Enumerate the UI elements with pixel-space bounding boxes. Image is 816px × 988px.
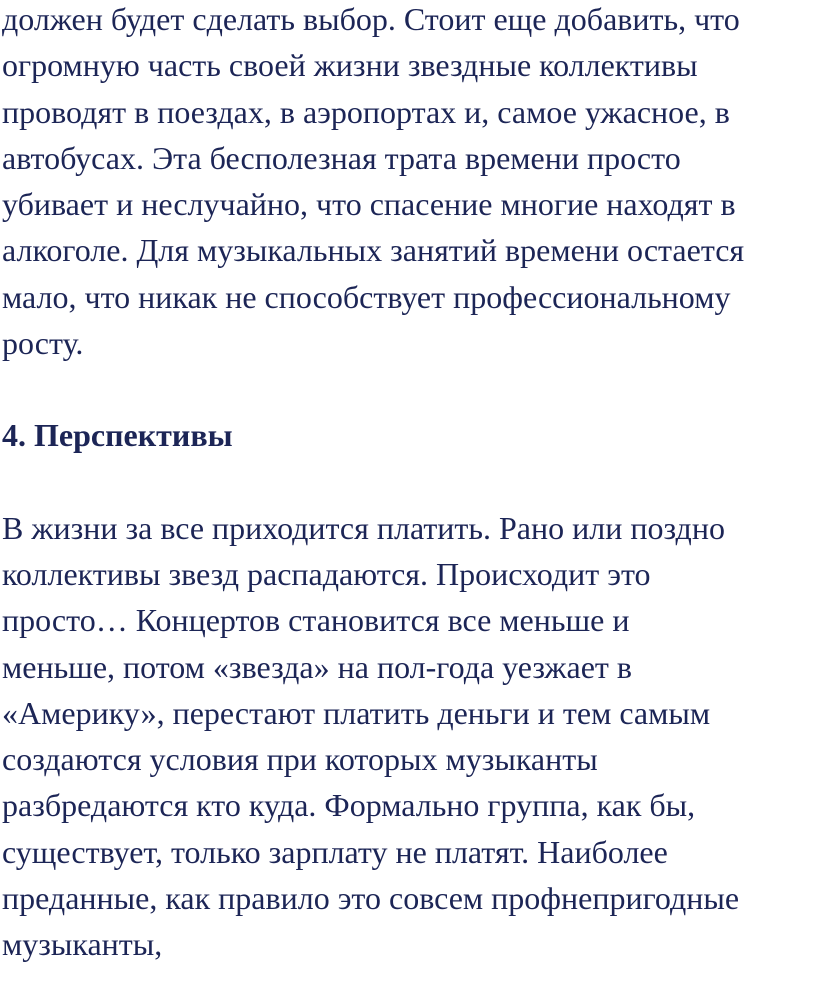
text-line: мало, что никак не способствует профессиональному bbox=[2, 278, 731, 315]
text-line: алкоголе. Для музыкальных занятий времени остается bbox=[2, 232, 745, 269]
text-line: должен будет сделать выбор. Стоит еще добавить, что bbox=[2, 1, 740, 37]
text-line: В жизни за все приходится платить. Рано или поздно bbox=[2, 509, 725, 546]
paragraph-perspectives bbox=[2, 505, 814, 968]
paragraph-previous-section bbox=[2, 0, 814, 366]
text-line: «Америку», перестают платить деньги и тем самым bbox=[2, 694, 711, 731]
text-line: просто… Концертов становится все меньше и bbox=[2, 602, 630, 639]
section-heading: 4. Перспективы bbox=[2, 417, 233, 454]
text-line: разбредаются кто куда. Формально группа, как бы, bbox=[2, 787, 696, 824]
text-line: огромную часть своей жизни звездные коллективы bbox=[2, 47, 698, 84]
text-line: создаются условия при которых музыканты bbox=[2, 741, 598, 778]
text-line: проводят в поездах, в аэропортах и, самое ужасное, в bbox=[2, 93, 730, 130]
text-line: музыканты, bbox=[2, 926, 163, 963]
text-line: меньше, потом «звезда» на пол-года уезжает в bbox=[2, 648, 633, 685]
text-line: преданные, как правило это совсем профнепригодные bbox=[2, 880, 740, 917]
text-line: убивает и неслучайно, что спасение многие находят в bbox=[2, 186, 736, 223]
text-line: существует, только зарплату не платят. Наиболее bbox=[2, 833, 668, 870]
text-line: автобусах. Эта бесполезная трата времени просто bbox=[2, 139, 681, 176]
text-line: коллективы звезд распадаются. Происходит это bbox=[2, 555, 651, 592]
document-page bbox=[2, 0, 814, 968]
text-line: росту. bbox=[2, 325, 84, 362]
